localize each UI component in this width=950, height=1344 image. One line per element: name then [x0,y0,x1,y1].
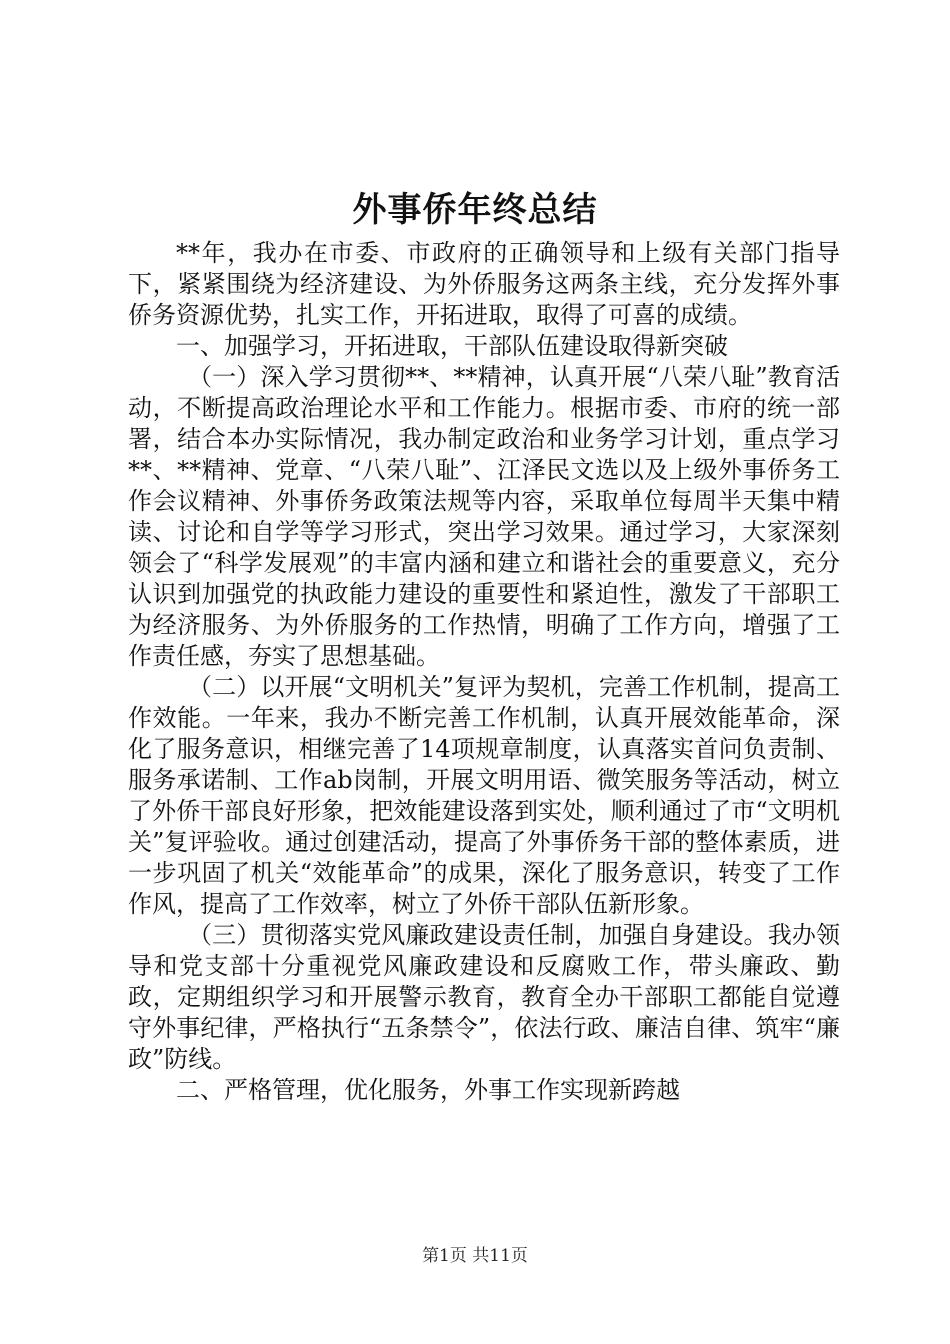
document-body [128,238,840,1106]
paragraph-subsection-2: （二）以开展“文明机关”复评为契机，完善工作机制，提高工作效能。一年来，我办不断完善工作机制，认真开展效能革命，深化了服务意识，相继完善了14项规章制度，认真落实首问负责制、服务承诺制、工作ab岗制，开展文明用语、微笑服务等活动，树立了外侨干部良好形象，把效能建设落到实处，顺利通过了市“文明机关”复评验收。通过创建活动，提高了外事侨务干部的整体素质，进一步巩固了机关“效能革命”的成果，深化了服务意识，转变了工作作风，提高了工作效率，树立了外侨干部队伍新形象。 [128,673,840,918]
paragraph-subsection-1: （一）深入学习贯彻**、**精神，认真开展“八荣八耻”教育活动，不断提高政治理论水平和工作能力。根据市委、市府的统一部署，结合本办实际情况，我办制定政治和业务学习计划，重点学习**、**精神、党章、“八荣八耻”、江泽民文选以及上级外事侨务工作会议精神、外事侨务政策法规等内容，采取单位每周半天集中精读、讨论和自学等学习形式，突出学习效果。通过学习，大家深刻领会了“科学发展观”的丰富内涵和建立和谐社会的重要意义，充分认识到加强党的执政能力建设的重要性和紧迫性，激发了干部职工为经济服务、为外侨服务的工作热情，明确了工作方向，增强了工作责任感，夯实了思想基础。 [128,363,840,670]
document-title: 外事侨年终总结 [352,190,598,230]
section-heading-1: 一、加强学习，开拓进取，干部队伍建设取得新突破 [176,332,728,360]
section-heading-2: 二、严格管理，优化服务，外事工作实现新跨越 [176,1076,680,1104]
paragraph-subsection-3: （三）贯彻落实党风廉政建设责任制，加强自身建设。我办领导和党支部十分重视党风廉政建设和反腐败工作，带头廉政、勤政，定期组织学习和开展警示教育，教育全办干部职工都能自觉遵守外事纪律，严格执行“五条禁令”，依法行政、廉洁自律、筑牢“廉政”防线。 [128,921,840,1073]
page-number-footer: 第1页 共11页 [422,1246,528,1266]
paragraph-intro: **年，我办在市委、市政府的正确领导和上级有关部门指导下，紧紧围绕为经济建设、为外侨服务这两条主线，充分发挥外事侨务资源优势，扎实工作，开拓进取，取得了可喜的成绩。 [128,239,840,329]
